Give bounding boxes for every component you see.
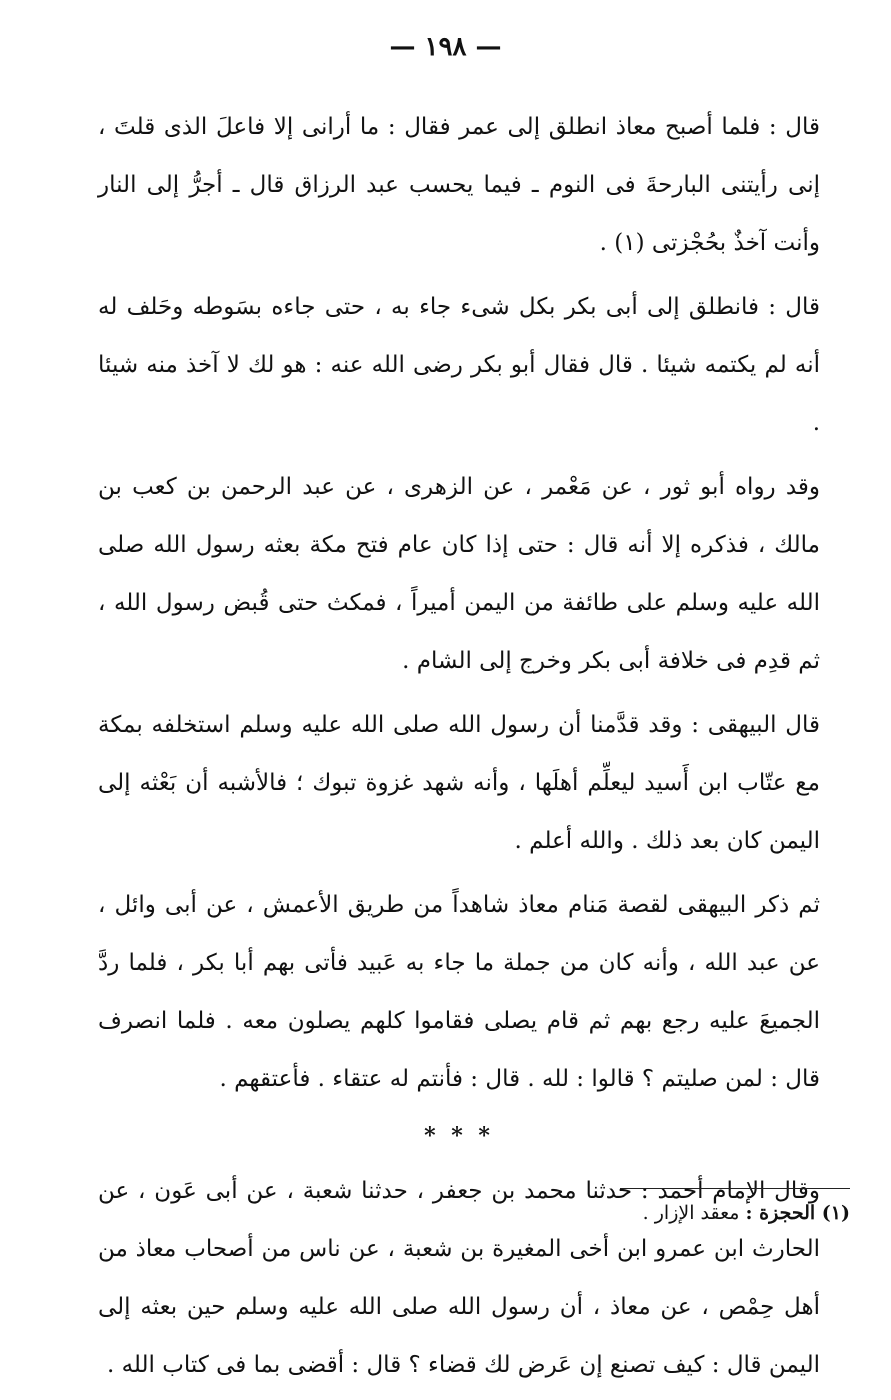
page-number: — ١٩٨ — [389,32,502,62]
footnote-text: معقد الإزار . [642,1202,740,1224]
paragraph-bayhaqi-comment: قال البيهقى : وقد قدَّمنا أن رسول الله صلى الله عليه وسلم استخلفه بمكة مع عتّاب ابن أَسيد ليعلِّم أهلَها ، وأنه شهد غزوة تبوك ؛ فالأشبه أن بَعْثه إلى اليمن كان بعد ذلك . والله أعلم . [98,712,820,854]
paragraph-bayhaqi-witness: ثم ذكر البيهقى لقصة مَنام معاذ شاهداً من طريق الأعمش ، عن أبى وائل ، عن عبد الله ، وأنه كان من جملة ما جاء به عَبيد فأتى بهم أبا بكر ، فلما ردَّ الجميعَ عليه رجع بهم ثم قام يصلى فقاموا كلهم يصلون معه . فلما انصرف قال : لمن صليتم ؟ قالوا : لله . قال : فأنتم له عتقاء . فأعتقهم . [98,892,820,1092]
paragraph-abu-bakr-return: قال : فانطلق إلى أبى بكر بكل شىء جاء به ، حتى جاءه بسَوطه وحَلف له أنه لم يكتمه شيئا . قال فقال أبو بكر رضى الله عنه : هو لك لا آخذ منه شيئا . [98,294,820,436]
section-separator: * * * [424,1123,494,1149]
paragraph-muadh-dream: قال : فلما أصبح معاذ انطلق إلى عمر فقال : ما أرانى إلا فاعلَ الذى قلتَ ، إنى رأيتنى البارحةَ فى النوم ـ فيما يحسب عبد الرزاق قال ـ أجرُّ إلى النار وأنت آخذٌ بحُجْزتى (١) . [98,114,820,256]
footnote-label: (١) الحجزة : [745,1202,850,1224]
footnote [440,1196,850,1230]
paragraph-imam-ahmad: وقال الإمام أحمد : حدثنا محمد بن جعفر ، حدثنا شعبة ، عن أبى عَون ، عن الحارث ابن عمرو ابن أخى المغيرة بن شعبة ، عن ناس من أصحاب معاذ من أهل حِمْص ، عن معاذ ، أن رسول الله صلى الله عليه وسلم حين بعثه إلى اليمن قال : كيف تصنع إن عَرض لك قضاء ؟ قال : أقضى بما فى كتاب الله . [98,1178,820,1378]
paragraph-abu-thawr-narration: وقد رواه أبو ثور ، عن مَعْمر ، عن الزهرى ، عن عبد الرحمن بن كعب بن مالك ، فذكره إلا أنه قال : حتى إذا كان عام فتح مكة بعثه رسول الله صلى الله عليه وسلم على طائفة من اليمن أميراً ، فمكث حتى قُبض رسول الله ، ثم قدِم فى خلافة أبى بكر وخرج إلى الشام . [98,474,820,674]
footnote-divider [620,1188,850,1189]
